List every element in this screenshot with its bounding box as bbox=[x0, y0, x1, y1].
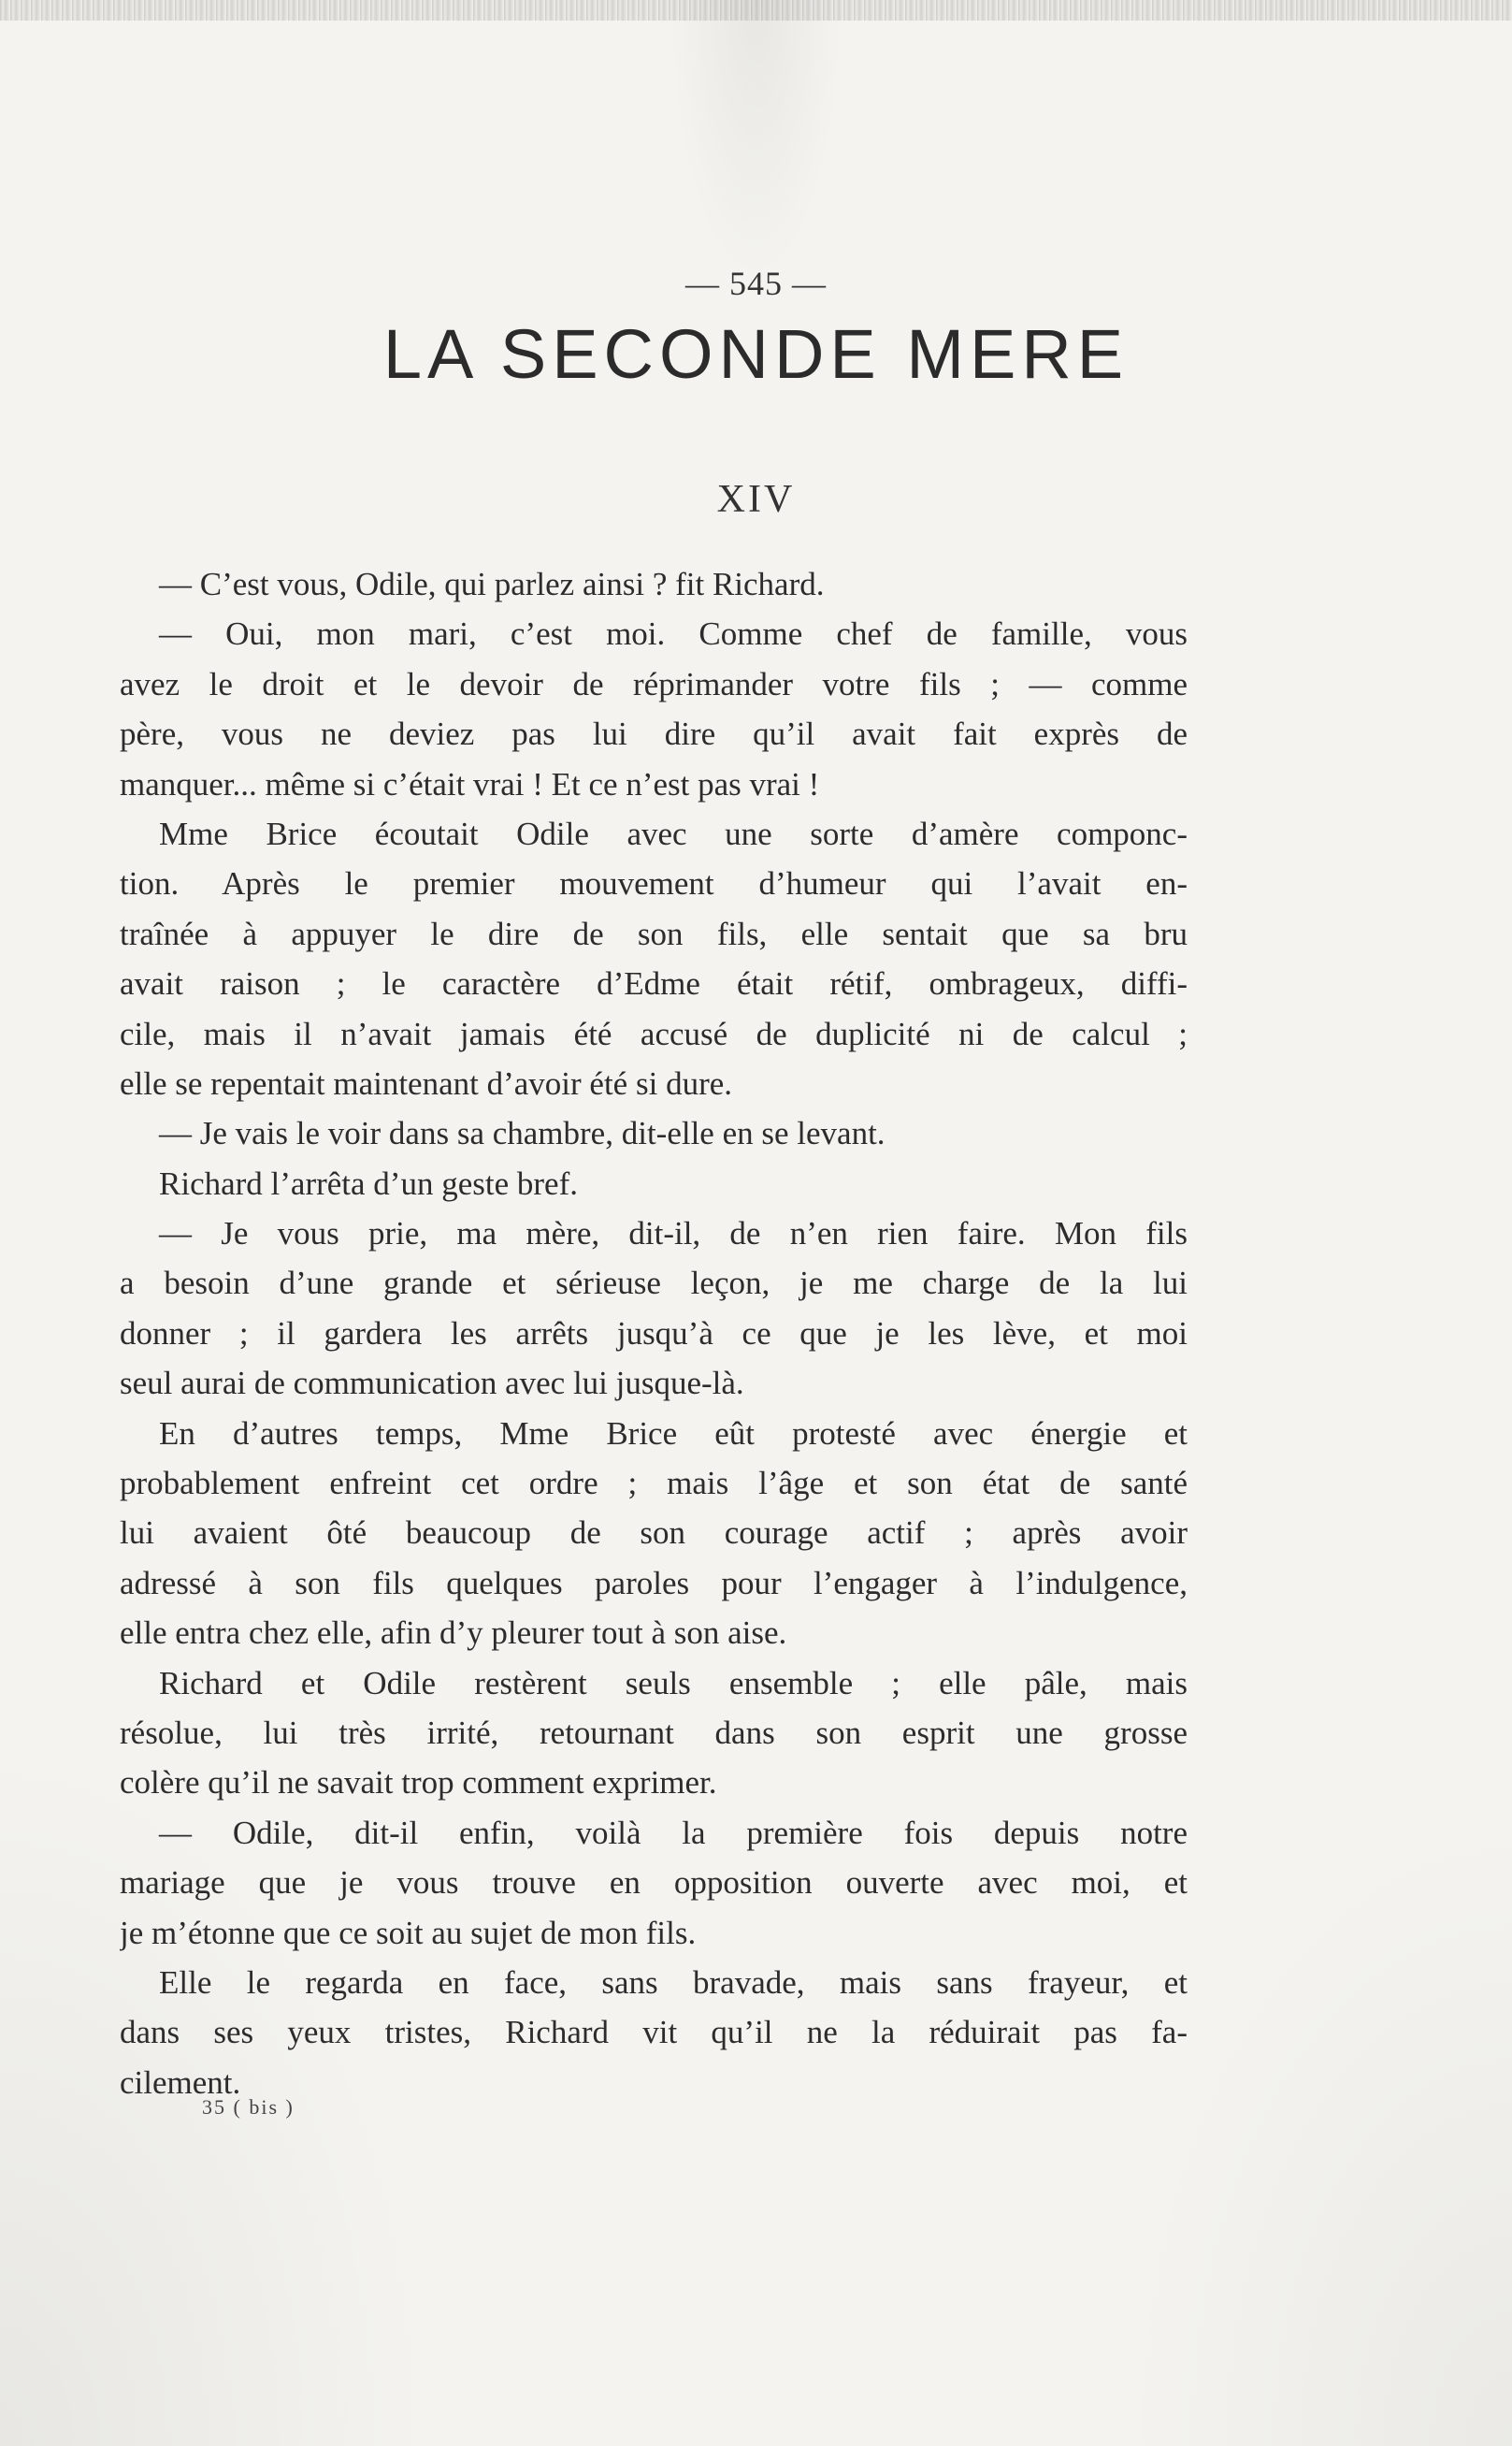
text-line: Elle le regarda en face, sans bravade, mais sans frayeur, et bbox=[159, 1963, 1188, 2001]
text-line: probablement enfreint cet ordre ; mais l’âge et son état de santé bbox=[120, 1465, 1188, 1502]
text-line: mariage que je vous trouve en opposition ouverte avec moi, et bbox=[120, 1864, 1188, 1902]
text-line: colère qu’il ne savait trop comment exprimer. bbox=[120, 1764, 717, 1802]
body-text bbox=[120, 559, 1188, 2107]
text-line: dans ses yeux tristes, Richard vit qu’il ne la réduirait pas fa- bbox=[120, 2014, 1188, 2051]
page-number: — 545 — bbox=[685, 265, 827, 302]
text-line: seul aurai de communication avec lui jusque-là. bbox=[120, 1365, 744, 1402]
signature-mark: 35 ( bis ) bbox=[202, 2095, 295, 2119]
text-line: a besoin d’une grande et sérieuse leçon, je me charge de la lui bbox=[120, 1265, 1188, 1302]
text-line: avait raison ; le caractère d’Edme était rétif, ombrageux, diffi- bbox=[120, 965, 1188, 1003]
text-line: Richard l’arrêta d’un geste bref. bbox=[159, 1165, 578, 1202]
text-line: Mme Brice écoutait Odile avec une sorte d’amère componc- bbox=[159, 815, 1188, 852]
text-line: — Odile, dit-il enfin, voilà la première fois depuis notre bbox=[159, 1814, 1188, 1851]
text-line: donner ; il gardera les arrêts jusqu’à ce que je les lève, et moi bbox=[120, 1314, 1188, 1352]
text-line: lui avaient ôté beaucoup de son courage actif ; après avoir bbox=[120, 1514, 1188, 1552]
text-line: adressé à son fils quelques paroles pour l’engager à l’indulgence, bbox=[120, 1564, 1188, 1601]
text-line: — Je vais le voir dans sa chambre, dit-elle en se levant. bbox=[159, 1115, 886, 1152]
text-line: elle se repentait maintenant d’avoir été si dure. bbox=[120, 1064, 733, 1102]
text-line: — C’est vous, Odile, qui parlez ainsi ? fit Richard. bbox=[159, 566, 825, 602]
text-line: je m’étonne que ce soit au sujet de mon fils. bbox=[120, 1914, 697, 1951]
text-line: traînée à appuyer le dire de son fils, elle sentait que sa bru bbox=[120, 915, 1188, 952]
text-line: cilement. bbox=[120, 2063, 241, 2101]
chapter-number: XIV bbox=[716, 478, 796, 521]
text-line: — Je vous prie, ma mère, dit-il, de n’en rien faire. Mon fils bbox=[159, 1215, 1188, 1252]
text-line: résolue, lui très irrité, retournant dans son esprit une grosse bbox=[120, 1714, 1188, 1751]
book-title: LA SECONDE MERE bbox=[382, 315, 1130, 393]
text-line: cile, mais il n’avait jamais été accusé de duplicité ni de calcul ; bbox=[120, 1015, 1188, 1052]
page-top-edge bbox=[0, 0, 1512, 21]
text-line: elle entra chez elle, afin d’y pleurer tout à son aise. bbox=[120, 1614, 787, 1652]
text-line: Richard et Odile restèrent seuls ensemble ; elle pâle, mais bbox=[159, 1664, 1188, 1701]
text-line: père, vous ne deviez pas lui dire qu’il avait fait exprès de bbox=[120, 716, 1188, 753]
text-line: avez le droit et le devoir de réprimander votre fils ; — comme bbox=[120, 665, 1188, 702]
text-line: manquer... même si c’était vrai ! Et ce n’est pas vrai ! bbox=[120, 765, 820, 803]
text-line: tion. Après le premier mouvement d’humeur qui l’avait en- bbox=[120, 865, 1188, 903]
text-line: En d’autres temps, Mme Brice eût protesté avec énergie et bbox=[159, 1414, 1188, 1452]
text-line: — Oui, mon mari, c’est moi. Comme chef de famille, vous bbox=[159, 615, 1188, 653]
